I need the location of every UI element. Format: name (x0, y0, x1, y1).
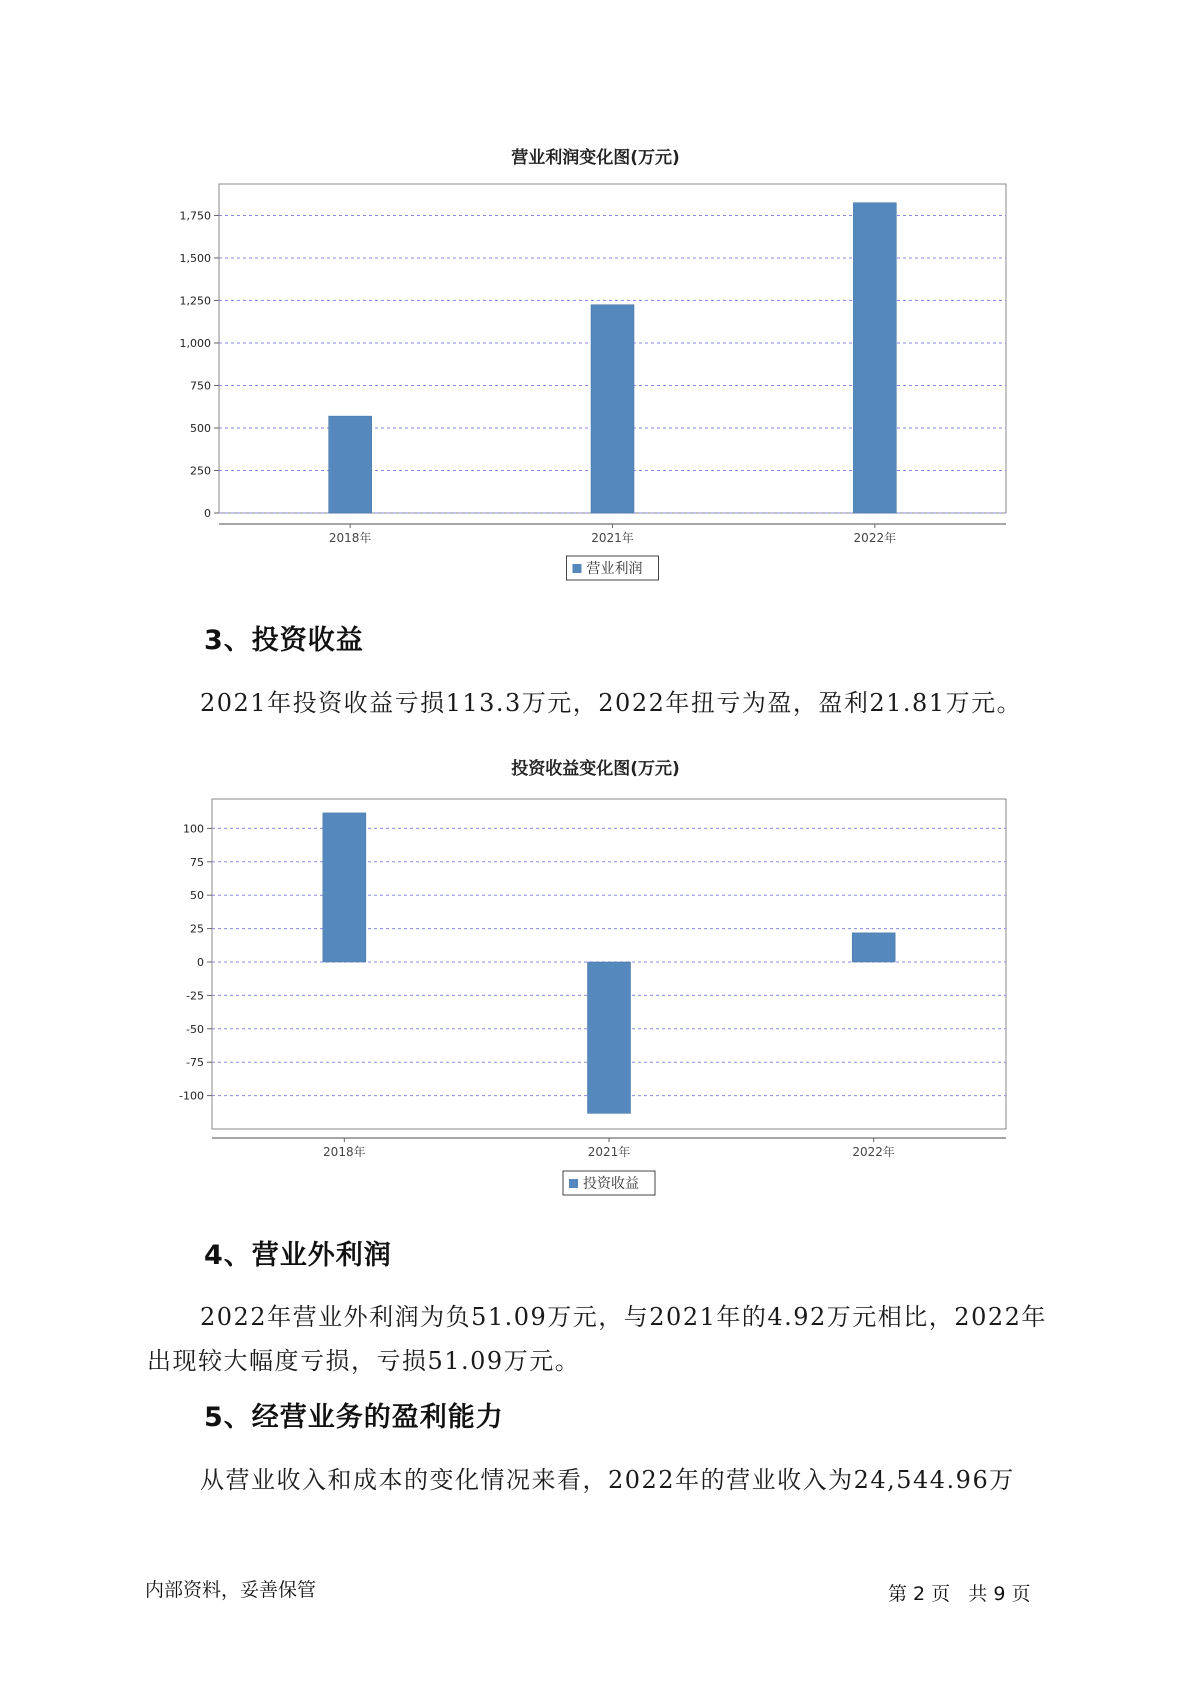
x-tick-label: 2018年 (328, 531, 372, 545)
x-tick-label: 2021年 (591, 531, 634, 545)
y-tick-label: 250 (190, 464, 211, 478)
section-5-text: 从营业收入和成本的变化情况来看，2022年的营业收入为24,544.96万 (200, 1466, 1015, 1494)
x-tick-label: 2022年 (852, 1145, 895, 1159)
chart2-title: 投资收益变化图(万元) (511, 759, 680, 779)
bar (852, 933, 895, 962)
y-tick-label: 25 (190, 922, 204, 936)
y-tick-label: -25 (186, 989, 204, 1003)
y-tick-label: -100 (179, 1089, 204, 1103)
legend-swatch (569, 1179, 578, 1188)
bar (323, 813, 366, 962)
y-tick-label: 50 (190, 889, 204, 903)
footer-page-number: 第 2 页 共 9 页 (888, 1583, 1031, 1605)
section-3-heading: 3、投资收益 (204, 625, 364, 656)
y-tick-label: 500 (190, 421, 211, 435)
y-tick-label: -50 (186, 1022, 204, 1036)
y-tick-label: 1,250 (179, 294, 211, 308)
section-4-text-line2: 出现较大幅度亏损，亏损51.09万元。 (147, 1347, 581, 1375)
y-tick-label: 100 (183, 822, 204, 836)
legend-label: 营业利润 (586, 561, 643, 577)
chart1-title: 营业利润变化图(万元) (511, 148, 680, 168)
section-5-heading: 5、经营业务的盈利能力 (204, 1402, 504, 1433)
y-tick-label: 1,000 (179, 336, 211, 350)
x-tick-label: 2018年 (323, 1145, 366, 1159)
x-tick-label: 2021年 (587, 1145, 631, 1159)
y-tick-label: 0 (197, 955, 204, 969)
legend-label: 投资收益 (583, 1176, 639, 1192)
bar (588, 962, 631, 1113)
y-tick-label: 0 (204, 507, 211, 520)
section-3-text: 2021年投资收益亏损113.3万元，2022年扭亏为盈，盈利21.81万元。 (200, 689, 1023, 717)
footer-confidential: 内部资料，妥善保管 (145, 1579, 317, 1601)
y-tick-label: -75 (186, 1056, 204, 1070)
x-tick-label: 2022年 (853, 531, 897, 545)
section-4-heading: 4、营业外利润 (204, 1240, 392, 1271)
y-tick-label: 750 (190, 379, 211, 393)
y-tick-label: 75 (190, 855, 204, 869)
y-tick-label: 1,500 (179, 251, 211, 265)
y-tick-label: 1,750 (179, 209, 211, 223)
section-4-text-line1: 2022年营业外利润为负51.09万元，与2021年的4.92万元相比，2022年 (200, 1303, 1047, 1331)
